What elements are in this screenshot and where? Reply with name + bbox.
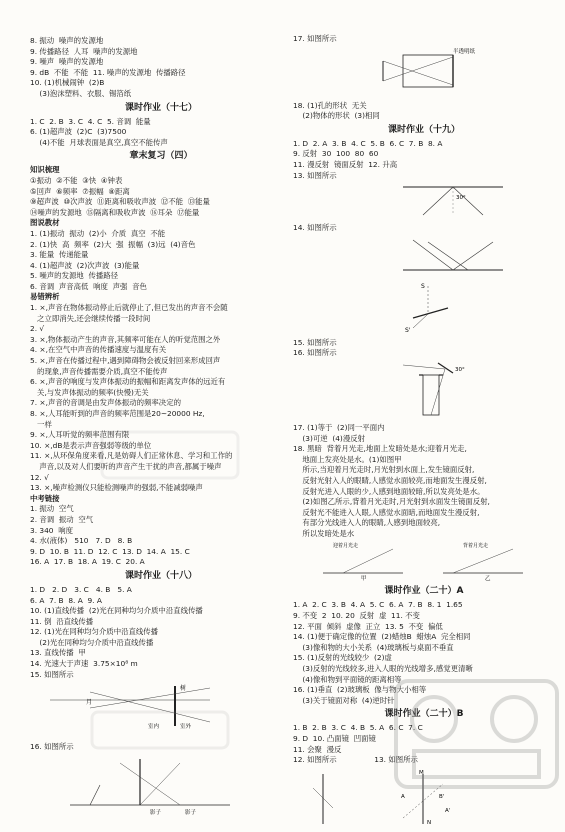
answer-line: 15. 如图所示 — [30, 669, 74, 679]
answer-line: 6. 音调 声音高低 响度 声强 音色 — [30, 281, 147, 291]
answer-line: 13. 直线传播 甲 — [30, 648, 86, 658]
answer-line: 5. 噪声的发源地 传播路径 — [30, 271, 119, 281]
answer-line: 声音,以及对人们要听的声音产生干扰的声音,都属于噪声 — [30, 461, 222, 471]
answer-line: 有部分光线进入人的眼睛,人感到地面较亮, — [293, 518, 441, 528]
answer-line: 6. ×,声音的响度与发声体振动的振幅和距离发声体的远近有 — [30, 377, 226, 387]
answer-line: 9. ×,人耳听觉的频率范围有限 — [30, 430, 130, 440]
answers-18 — [30, 585, 292, 680]
answer-line: 3. 能量 传递能量 — [30, 250, 89, 260]
answer-line: 3. 340 响度 — [30, 525, 73, 535]
answer-line: 18. (1)孔的形状 无关 — [293, 100, 367, 110]
answer-line: (2)如图乙所示,背着月光走时,月光射到水面发生镜面反射, — [293, 497, 490, 507]
left-column — [30, 0, 292, 821]
answer-line: 1. (1)振动 振动 (2)小 介质 真空 不能 — [30, 228, 166, 238]
watermark-logo — [394, 679, 559, 789]
fig-label-tree: 树 — [180, 685, 187, 693]
fig-label-s: S — [421, 282, 425, 290]
answer-line: 1. B 2. B 3. C 4. B 5. A 6. C 7. C — [293, 723, 423, 733]
answer-line: 2. (1)快 高 频率 (2)大 强 振幅 (3)远 (4)音色 — [30, 239, 196, 249]
answer-line: 1. ×,声音在物体振动停止后就停止了,但已发出的声音不会随 — [30, 303, 228, 313]
answer-line: 的现象,声音传播需要介质,真空不能传声 — [30, 366, 168, 376]
answers-17 — [30, 117, 292, 149]
answer-line: 4. 水(液体) 510 7. D 8. B — [30, 536, 133, 546]
answer-line: 地面上发亮处是水。(1)如图甲 — [293, 454, 402, 464]
section-heading-20b: 课时作业（二十）B — [384, 709, 464, 720]
answers-prior — [30, 36, 292, 100]
figure-well — [293, 361, 555, 419]
figure-shadow-pole — [30, 755, 292, 817]
fig-label-shadow-left: 影子 — [150, 809, 162, 816]
question-15-title: 15. 如图所示 — [293, 337, 337, 347]
answer-line: 12. 平面 倾斜 虚像 正立 13. 5 不变 偏低 — [293, 621, 443, 631]
answer-line: 关,与发声体振动的频率(快慢)无关 — [30, 387, 149, 397]
fig-label-facing-moon: 迎着月光走 — [333, 543, 359, 550]
answer-line: 14. 光速大于声速 3.75×10⁸ m — [30, 659, 138, 669]
answer-line: 2. 音调 振动 空气 — [30, 514, 94, 524]
section-heading-18: 课时作业（十八） — [124, 570, 197, 581]
answer-line: 10. ×,dB是表示声音强弱等级的单位 — [30, 440, 152, 450]
answer-line: 10. (1)直线传播 (2)光在同种均匀介质中沿直线传播 — [30, 606, 203, 616]
answer-line: 4. ×,在空气中声音的传播速度与温度有关 — [30, 345, 167, 355]
watermark-faint — [100, 430, 240, 480]
answer-line: 9. 噪声 噪声的发源地 — [30, 57, 104, 67]
answer-line: 1. 振动 空气 — [30, 504, 74, 514]
answer-line: 所以发暗处是水 — [293, 528, 355, 538]
answer-line: 8. ×,人耳能听到的声音的频率范围是20~20000 Hz, — [30, 409, 205, 418]
question-16-title: 16. 如图所示 — [30, 742, 74, 752]
fig-label-b-prime: B' — [439, 793, 445, 800]
section-heading-review: 章末复习（四） — [129, 151, 193, 162]
answers-exam — [30, 504, 292, 568]
answer-line: (3)反射的光线较多,进入人眼的光线增多,感觉更清晰 — [293, 664, 473, 674]
answers-diagram — [30, 229, 292, 293]
fig-label-m: M — [419, 769, 424, 776]
sub-heading-diagram: 图说教材 — [30, 218, 60, 228]
fig-label-indoor: 室内 — [148, 724, 160, 731]
answer-line: 1. D 2. A 3. B 4. C 5. B 6. C 7. B 8. A — [293, 138, 443, 148]
answer-line: 反射光不能进入人眼,人感觉水面暗,而地面发生漫反射, — [293, 507, 480, 517]
answer-line: 9. dB 不能 不能 11. 噪声的发源地 传播路径 — [30, 67, 186, 77]
answer-line: (2)物体的形状 (3)相同 — [293, 111, 380, 121]
answer-line: 11. 倒 沿直线传播 — [30, 616, 94, 626]
answer-line: 8. 振动 噪声的发源地 — [30, 36, 104, 45]
answer-line: (3)可逆 (4)漫反射 — [293, 433, 365, 443]
answer-line: 14. (1)便于确定像的位置 (2)蜡烛B 蜡烛A 完全相同 — [293, 632, 471, 642]
answer-line: 7. ×,声音的音调是由发声体振动的频率决定的 — [30, 398, 181, 408]
fig-label-n: N — [427, 819, 432, 826]
answer-line: (2)光在同种均匀介质中沿直线传播 — [30, 637, 154, 647]
fig-label-s-prime: S' — [405, 326, 411, 334]
answer-line: 12. √ — [30, 472, 49, 482]
answer-line: (3)关于镜面对称 (4)逆时针 — [293, 695, 395, 705]
answer-line: 9. 不变 2 10. 20 反射 虚 11. 不变 — [293, 611, 420, 621]
fig-label-moon: 月 — [86, 699, 93, 707]
answer-line: 3. ×,物体振动产生的声音,其频率可能在人的听觉范围之外 — [30, 334, 221, 344]
figure-pinhole — [293, 47, 555, 97]
answer-line: (4)像和物到平面镜的距离相等 — [293, 674, 402, 684]
answer-line: 18. 黑暗 背着月光走,地面上发暗处是水;迎着月光走, — [293, 444, 467, 454]
answer-line: 13. 如图所示 — [293, 170, 337, 180]
answer-line: 所示,当迎着月光走时,月光射到水面上,发生镜面反射, — [293, 465, 475, 475]
fig-label-a-prime: A' — [445, 807, 451, 814]
answer-line: ⑤回声 ⑥频率 ⑦振幅 ⑧距离 — [30, 186, 130, 196]
section-heading-19: 课时作业（十九） — [387, 124, 460, 135]
fig-label-outdoor: 室外 — [180, 724, 192, 731]
answer-line: 反射光射入人的眼睛,人感觉水面较亮,而地面发生漫反射, — [293, 475, 487, 485]
fig-label-jia: 甲 — [361, 576, 367, 582]
figure-moonlight — [293, 541, 555, 581]
sub-heading-errors: 易错辨析 — [30, 292, 60, 302]
answer-line: 2. √ — [30, 324, 45, 334]
answer-line: 17. (1)等于 (2)同一平面内 — [293, 422, 385, 432]
fig-label-paper: 半透明纸 — [453, 48, 476, 55]
answer-line: ①振动 ②不能 ③快 ④钟表 — [30, 175, 123, 185]
answer-line: 6. A 7. B 8. A 9. A — [30, 595, 102, 605]
answers-19 — [293, 139, 555, 181]
answer-line: 1. C 2. B 3. C 4. C 5. 音调 能量 — [30, 116, 151, 126]
answer-line: ⑭噪声的发源地 ⑮隔离和吸收声波 ⑯耳朵 ⑰能量 — [30, 207, 200, 217]
answer-line: 反射光进入人眼的少,人感到地面较暗,所以发亮处是水。 — [293, 486, 485, 496]
answers-review — [30, 176, 292, 218]
answer-line: 9. D 10. 凸面镜 凹面镜 — [293, 734, 376, 743]
question-17-title: 17. 如图所示 — [293, 34, 337, 43]
answer-line: 5. ×,声音在传播过程中,遇到障碍物会被反射回来形成回声 — [30, 356, 221, 366]
figure-mirror-15 — [293, 280, 555, 334]
figure-reflection-14 — [293, 236, 555, 276]
answer-line: 12. 如图所示 13. 如图所示 — [293, 755, 418, 765]
answer-line: 16. (1)垂直 (2)玻璃板 像与物大小相等 — [293, 685, 427, 695]
figure-reflection-13 — [293, 183, 555, 219]
answer-line: 11. 漫反射 镜面反射 12. 升高 — [293, 159, 398, 169]
answer-line: 6. (1)超声波 (2)C (3)7500 — [30, 127, 127, 137]
answer-line: 10. (1)机械闹钟 (2)B — [30, 78, 105, 88]
answer-line: 9. 传播路径 人耳 噪声的发源地 — [30, 46, 138, 56]
answer-line: 9. D 10. B 11. D 12. C 13. D 14. A 15. C — [30, 546, 190, 556]
fig-label-angle-13: 30° — [456, 195, 466, 202]
fig-label-angle-16: 30° — [455, 366, 465, 373]
answer-line: 一样 — [30, 419, 52, 429]
answer-line: 16. A 17. B 18. A 19. C 20. A — [30, 557, 145, 567]
sub-heading-exam: 中考链接 — [30, 493, 60, 503]
answer-line: 9. 反射 30 100 80 60 — [293, 149, 379, 159]
fig-label-back-moon: 背着月光走 — [463, 543, 489, 550]
answer-line: 12. (1)光在同种均匀介质中沿直线传播 — [30, 627, 159, 637]
section-heading-20a: 课时作业（二十）A — [384, 586, 464, 597]
answer-line: 11. 会聚 漫反 — [293, 744, 342, 754]
answer-line: 15. (1)反射的光线较少 (2)虚 — [293, 653, 392, 663]
answers-18-cont — [293, 101, 555, 122]
fig-label-a: A — [401, 793, 405, 800]
answer-line: 11. ×,从环保角度来看,凡是妨碍人们正常休息、学习和工作的 — [30, 451, 233, 461]
answers-19-cont — [293, 423, 555, 540]
section-heading-17: 课时作业（十七） — [124, 102, 197, 113]
answer-line: (4)不能 月球表面是真空,真空不能传声 — [30, 137, 168, 147]
answer-line: 13. ×,噪声检测仪只能检测噪声的强弱,不能减弱噪声 — [30, 483, 203, 493]
watermark-faint-lower — [90, 710, 230, 750]
fig-label-shadow-right: 影子 — [185, 809, 197, 816]
question-16-title-right: 16. 如图所示 — [293, 348, 337, 358]
question-14-title: 14. 如图所示 — [293, 223, 337, 233]
answer-line: 1. D 2. D 3. C 4. B 5. A — [30, 584, 132, 594]
fig-label-yi: 乙 — [485, 576, 491, 582]
answer-line: 1. A 2. C 3. B 4. A 5. C 6. A 7. B 8. 1 1.65 — [293, 600, 463, 610]
answer-line: (3)泡沫塑料、衣服、锡箔纸 — [30, 88, 132, 98]
answer-line: ⑨超声波 ⑩次声波 ⑪距离和吸收声波 ⑫不能 ⑬能量 — [30, 197, 210, 207]
answer-line: 之立即消失,还会继续传播一段时间 — [30, 313, 151, 323]
answer-line: 4. (1)超声波 (2)次声波 (3)能量 — [30, 260, 140, 270]
sub-heading-knowledge: 知识梳理 — [30, 165, 60, 175]
answer-line: (3)像和物的大小关系 (4)玻璃板与桌面不垂直 — [293, 642, 454, 652]
